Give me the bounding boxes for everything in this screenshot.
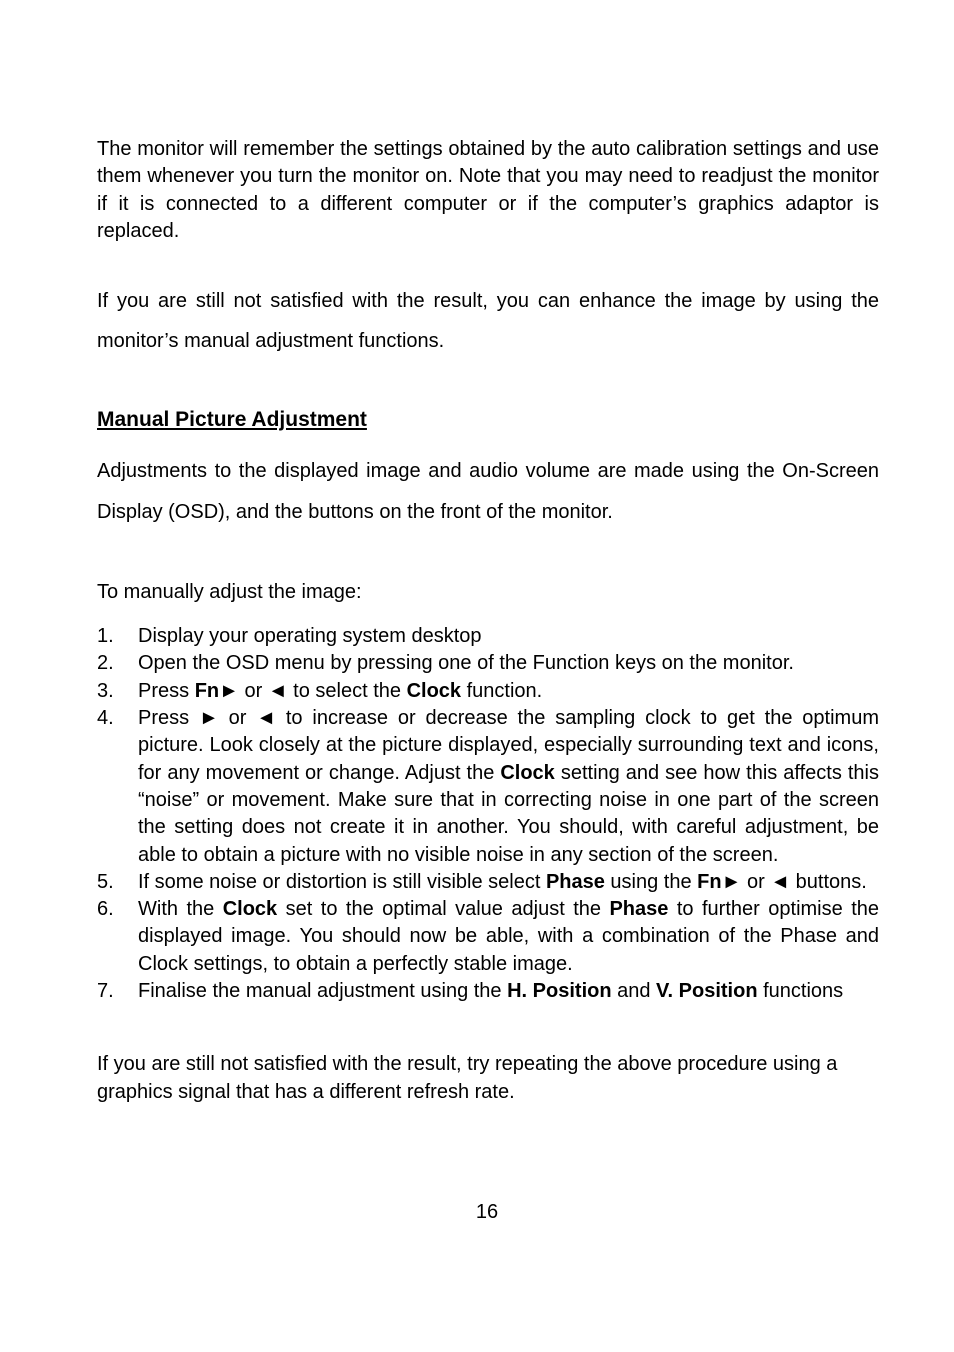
page-number: 16 bbox=[475, 1201, 499, 1223]
list-item bbox=[97, 705, 879, 869]
step-text: If some noise or distortion is still visible select Phase using the Fn► or ◄ buttons. bbox=[138, 870, 867, 893]
paragraph-auto-calibration: The monitor will remember the settings obtained by the auto calibration settings and use them whenever you turn the monitor on. Note that you may need to readjust the monitor if it is connected to a different computer or if the computer’s graphics adaptor is replaced. bbox=[97, 138, 879, 242]
list-item bbox=[97, 678, 879, 705]
list-item bbox=[97, 896, 879, 978]
step-number: 6. bbox=[97, 898, 114, 921]
step-number: 5. bbox=[97, 870, 114, 893]
step-text: Display your operating system desktop bbox=[138, 625, 482, 648]
step-text: Press ► or ◄ to increase or decrease the sampling clock to get the optimum picture. Look closely at the picture displayed, especially surrounding text and icons, for any movement or change. Adjust the Clock setting and see how this affects this “noise” or movement. Make sure that in correcting noise in one part of the screen the setting does not create it in another. You should, with careful adjustment, be able to obtain a picture with no visible noise in any section of the screen. bbox=[138, 707, 879, 866]
section-heading: Manual Picture Adjustment bbox=[97, 408, 367, 432]
steps-list bbox=[97, 623, 879, 1005]
step-text: Press Fn► or ◄ to select the Clock function. bbox=[138, 679, 543, 702]
list-item bbox=[97, 978, 879, 1005]
paragraph-osd-intro: Adjustments to the displayed image and audio volume are made using the On-Screen Display (OSD), and the buttons on the front of the monitor. bbox=[97, 460, 879, 524]
document-page bbox=[97, 136, 879, 1106]
step-number: 3. bbox=[97, 679, 114, 702]
paragraph-manual-functions: If you are still not satisfied with the result, you can enhance the image by using the monitor’s manual adjustment functions. bbox=[97, 290, 879, 353]
step-number: 2. bbox=[97, 652, 114, 675]
step-text: Open the OSD menu by pressing one of the Function keys on the monitor. bbox=[138, 652, 794, 675]
list-item bbox=[97, 623, 879, 650]
list-item bbox=[97, 869, 879, 896]
paragraph-closing: If you are still not satisfied with the result, try repeating the above procedure using a graphics signal that has a different refresh rate. bbox=[97, 1053, 838, 1103]
step-number: 7. bbox=[97, 980, 114, 1003]
step-text: Finalise the manual adjustment using the H. Position and V. Position functions bbox=[138, 980, 844, 1003]
steps-intro: To manually adjust the image: bbox=[97, 581, 362, 604]
step-number: 4. bbox=[97, 707, 114, 730]
step-text: With the Clock set to the optimal value adjust the Phase to further optimise the displayed image. You should now be able, with a combination of the Phase and Clock settings, to obtain a perfectly stable image. bbox=[138, 898, 879, 975]
list-item bbox=[97, 650, 879, 677]
step-number: 1. bbox=[97, 625, 114, 648]
